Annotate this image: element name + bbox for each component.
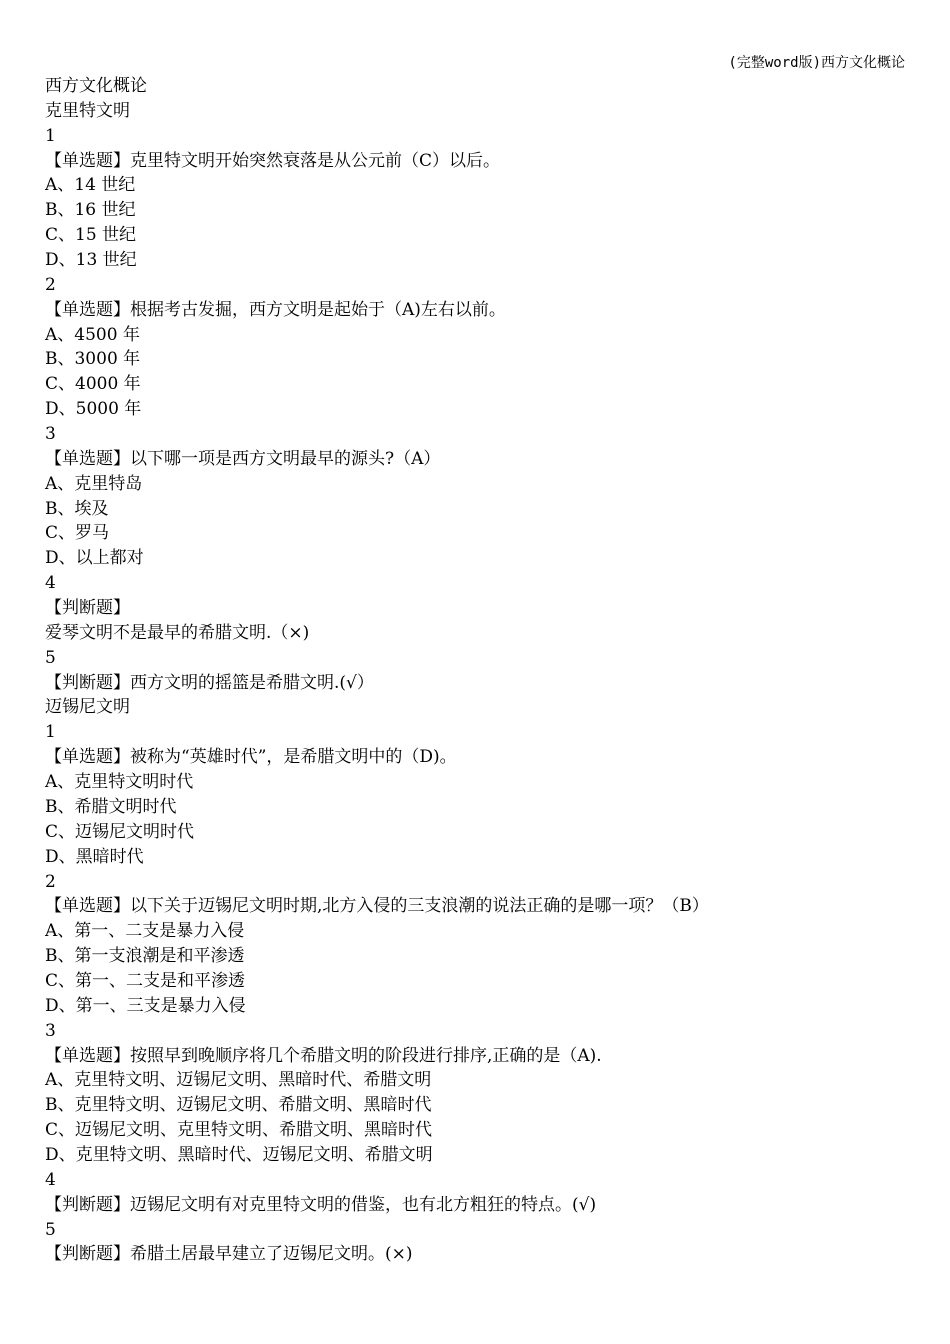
answer-option: A、14 世纪 bbox=[45, 175, 136, 196]
answer-option: B、第一支浪潮是和平渗透 bbox=[45, 946, 245, 967]
document-body bbox=[45, 74, 915, 1267]
answer-option: A、克里特文明、迈锡尼文明、黑暗时代、希腊文明 bbox=[45, 1070, 432, 1091]
answer-option: C、15 世纪 bbox=[45, 225, 137, 246]
answer-option: C、第一、二支是和平渗透 bbox=[45, 970, 246, 991]
question-number: 3 bbox=[45, 1020, 56, 1041]
section-heading: 克里特文明 bbox=[45, 100, 130, 121]
question-text: 【判断题】 bbox=[45, 598, 130, 619]
question-number: 4 bbox=[45, 1169, 56, 1190]
question-number: 4 bbox=[45, 573, 56, 594]
question-text: 【判断题】西方文明的摇篮是希腊文明.(√） bbox=[45, 672, 374, 693]
answer-option: D、以上都对 bbox=[45, 548, 144, 569]
question-text: 【判断题】迈锡尼文明有对克里特文明的借鉴，也有北方粗狂的特点。(√) bbox=[45, 1194, 597, 1215]
section-heading: 迈锡尼文明 bbox=[45, 697, 130, 718]
question-text: 【单选题】克里特文明开始突然衰落是从公元前（C）以后。 bbox=[45, 150, 501, 171]
answer-option: D、克里特文明、黑暗时代、迈锡尼文明、希腊文明 bbox=[45, 1144, 433, 1165]
answer-option: B、希腊文明时代 bbox=[45, 796, 177, 817]
question-text: 【单选题】被称为“英雄时代”，是希腊文明中的（D)。 bbox=[45, 747, 457, 768]
question-number: 5 bbox=[45, 1219, 56, 1240]
question-text: 【判断题】希腊土居最早建立了迈锡尼文明。(×) bbox=[45, 1244, 413, 1265]
text-line: 爱琴文明不是最早的希腊文明.（×) bbox=[45, 622, 310, 643]
answer-option: D、第一、三支是暴力入侵 bbox=[45, 995, 246, 1016]
answer-option: C、迈锡尼文明、克里特文明、希腊文明、黑暗时代 bbox=[45, 1120, 433, 1141]
answer-option: A、第一、二支是暴力入侵 bbox=[45, 921, 245, 942]
answer-option: A、克里特文明时代 bbox=[45, 772, 194, 793]
page-header: (完整word版)西方文化概论 bbox=[728, 55, 905, 71]
answer-option: D、13 世纪 bbox=[45, 250, 137, 271]
document-title: 西方文化概论 bbox=[45, 76, 147, 96]
answer-option: C、迈锡尼文明时代 bbox=[45, 821, 195, 842]
question-text: 【单选题】按照早到晚顺序将几个希腊文明的阶段进行排序,正确的是（A). bbox=[45, 1045, 602, 1066]
answer-option: B、3000 年 bbox=[45, 349, 141, 370]
answer-option: A、4500 年 bbox=[45, 324, 140, 345]
question-text: 【单选题】以下哪一项是西方文明最早的源头?（A） bbox=[45, 448, 441, 469]
question-number: 1 bbox=[45, 125, 56, 146]
question-number: 3 bbox=[45, 424, 56, 445]
answer-option: A、克里特岛 bbox=[45, 473, 143, 494]
answer-option: D、5000 年 bbox=[45, 399, 142, 420]
question-text: 【单选题】根据考古发掘，西方文明是起始于（A)左右以前。 bbox=[45, 299, 506, 320]
answer-option: D、黑暗时代 bbox=[45, 846, 144, 867]
question-number: 2 bbox=[45, 274, 56, 295]
question-number: 1 bbox=[45, 722, 56, 743]
question-number: 2 bbox=[45, 871, 56, 892]
answer-option: B、克里特文明、迈锡尼文明、希腊文明、黑暗时代 bbox=[45, 1095, 432, 1116]
answer-option: B、埃及 bbox=[45, 498, 109, 519]
answer-option: B、16 世纪 bbox=[45, 200, 136, 221]
answer-option: C、罗马 bbox=[45, 523, 110, 544]
answer-option: C、4000 年 bbox=[45, 374, 141, 395]
question-text: 【单选题】以下关于迈锡尼文明时期,北方入侵的三支浪潮的说法正确的是哪一项？（B） bbox=[45, 896, 709, 917]
question-number: 5 bbox=[45, 647, 56, 668]
